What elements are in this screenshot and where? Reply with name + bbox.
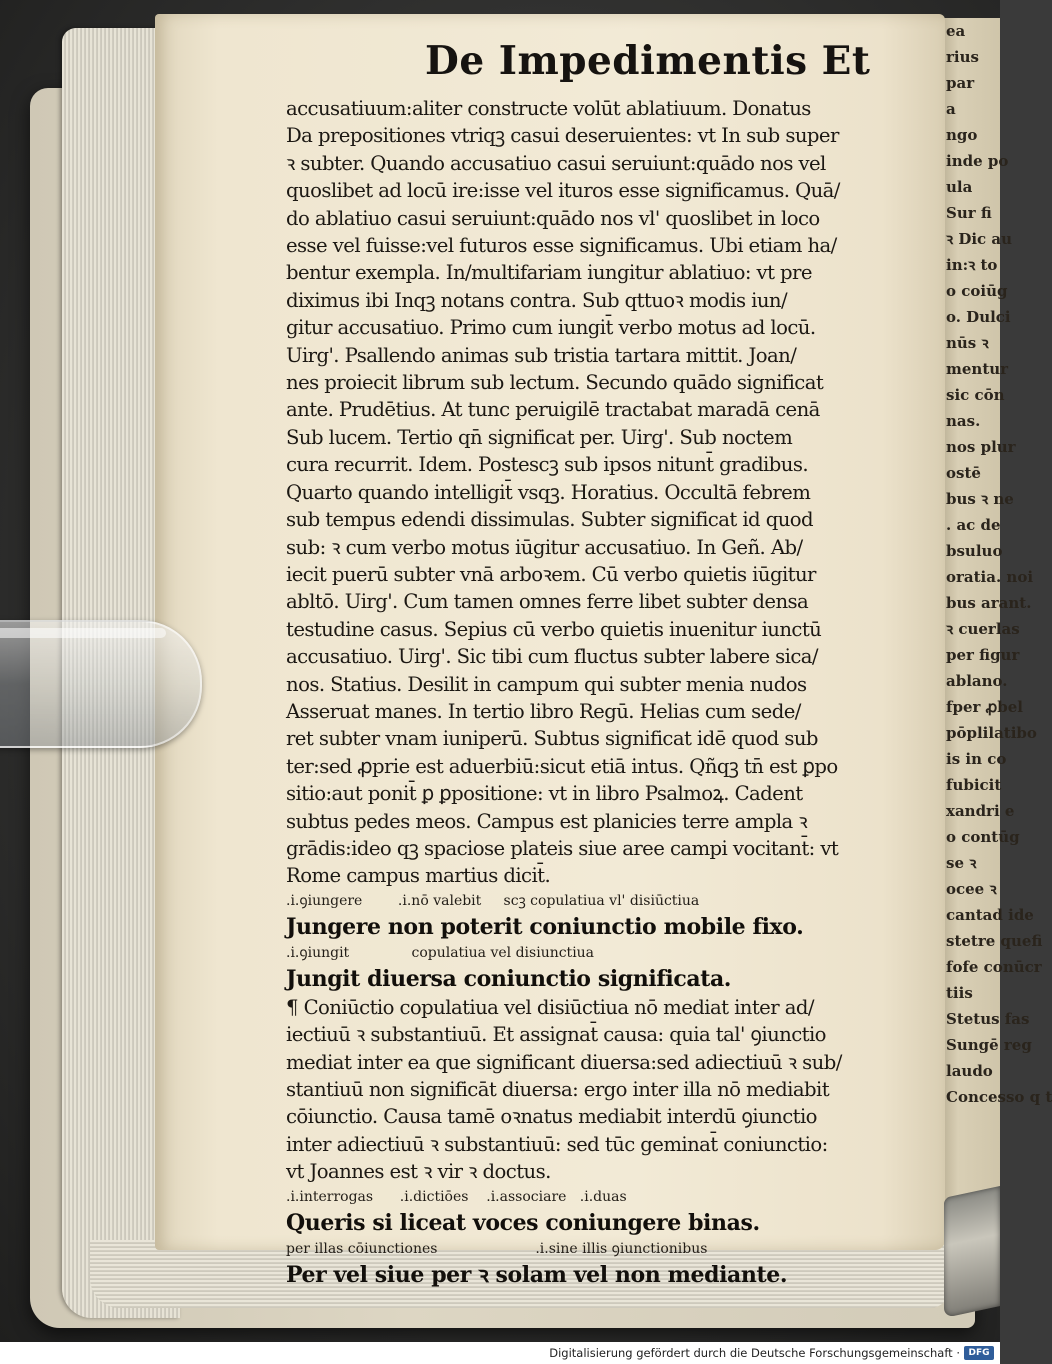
text-line: sitio:aut ponit̄ ꝑ ꝑpositione: vt in libro Psalmoꝝ. Cadent — [286, 781, 803, 806]
funding-notice: Digitalisierung gefördert durch die Deutsche Forschungsgemeinschaft · — [549, 1346, 960, 1360]
text-line: ret subter vnam iuniperū. Subtus significat idē quod sub — [286, 726, 818, 751]
facing-page-line: nos plur — [946, 438, 1016, 456]
text-line: sub tempus edendi dissimulas. Subter significat id quod — [286, 507, 814, 532]
text-line: nes proiecit librum sub lectum. Secundo quādo significat — [286, 370, 824, 395]
facing-page-line: ꝛ Dic au — [946, 230, 1013, 248]
commentary-line: inter adiectiuū ꝛ substantiuū: sed tūc geminat̄ coniunctio: — [286, 1131, 828, 1156]
text-line: grādis:ideo qꝫ spaciose plateis siue aree campi vocitant̄: vt — [286, 835, 839, 860]
text-line: accusatiuo. Uirg'. Sic tibi cum fluctus subter labere sica/ — [286, 644, 818, 669]
facing-page-line: ostē — [946, 464, 981, 482]
facing-page-line: ablano. — [946, 672, 1008, 690]
text-line: Da prepositiones vtriqꝫ casui deseruientes: vt In sub super — [286, 123, 839, 148]
facing-page-line: is in co — [946, 750, 1007, 768]
facing-page-line: tiis — [946, 984, 973, 1002]
commentary-line: iectiuū ꝛ substantiuū. Et assignat̄ causa: quia tal' ꝯiunctio — [286, 1022, 826, 1047]
text-line: esse vel fuisse:vel futuros esse significamus. Ubi etiam ha/ — [286, 233, 837, 258]
text-line: abltō. Uirg'. Cum tamen omnes ferre libet subter densa — [286, 589, 809, 614]
text-line: nos. Statius. Desilit in campum qui subter menia nudos — [286, 671, 807, 696]
facing-page-line: Sur fi — [946, 204, 992, 222]
facing-page-line: xandri e — [946, 802, 1015, 820]
facing-page-line: o contūg — [946, 828, 1020, 846]
dfg-logo: DFG — [964, 1346, 994, 1360]
facing-page-fragment — [940, 18, 1052, 1238]
page-header: De Impedimentis Et — [425, 38, 871, 84]
verse-line: Per vel siue per ꝛ solam vel non mediante. — [286, 1261, 788, 1288]
commentary-line: cōiunctio. Causa tamē oꝛnatus mediabit interdū ꝯiunctio — [286, 1104, 817, 1129]
interlinear-gloss: per illas cōiunctiones .i.sine illis ꝯiunctionibus — [286, 1240, 708, 1257]
facing-page-line: Concesso q t — [946, 1088, 1052, 1106]
text-line: ante. Prudētius. At tunc peruigilē tractabat maradā cenā — [286, 397, 820, 422]
text-line: ꝛ subter. Quando accusatiuo casui seruiunt:quādo nos vel — [286, 150, 826, 175]
facing-page-line: fofe conūcr — [946, 958, 1042, 976]
commentary-line: ¶ Coniūctio copulatiua vel disiūctiua nō mediat inter ad/ — [286, 994, 814, 1019]
facing-page-line: in:ꝛ to — [946, 256, 998, 274]
facing-page-line: bus ꝛ ne — [946, 490, 1014, 508]
text-line: Sub lucem. Tertio qn̄ significat per. Uirg'. Sub noctem — [286, 424, 793, 449]
facing-page-line: ꝛ cuerlas — [946, 620, 1020, 638]
facing-page-line: a — [946, 100, 956, 118]
verse-line: Queris si liceat voces coniungere binas. — [286, 1209, 760, 1236]
facing-page-line: laudo — [946, 1062, 993, 1080]
facing-page-line: o coiūg — [946, 282, 1008, 300]
commentary-line: stantiuū non significāt diuersa: ergo inter illa nō mediabit — [286, 1077, 830, 1101]
facing-page-line: ocee ꝛ — [946, 880, 997, 898]
text-line: Quarto quando intelligit̄ vsqꝫ. Horatius. Occultā febrem — [286, 479, 811, 504]
text-line: do ablatiuo casui seruiunt:quādo nos vl' quoslibet in loco — [286, 205, 820, 230]
facing-page-line: pōplilatibo — [946, 724, 1037, 742]
facing-page-line: fper ꝓbel — [946, 698, 1023, 716]
text-block — [286, 95, 886, 1288]
text-line: Asseruat manes. In tertio libro Regū. Helias cum sede/ — [286, 698, 801, 723]
facing-page-line: Stetus fas — [946, 1010, 1030, 1028]
text-line: quoslibet ad locū ire:isse vel ituros esse significamus. Quā/ — [286, 178, 840, 203]
facing-page-line: par — [946, 74, 975, 92]
text-line: iecit puerū subter vnā arboꝛem. Cū verbo quietis iūgitur — [286, 561, 816, 586]
text-line: ter:sed ꝓprie est aduerbiū:sicut etiā intus. Qñqꝫ tn̄ est ꝑpo — [286, 753, 838, 778]
facing-page-line: rius — [946, 48, 979, 66]
text-line: accusatiuum:aliter constructe volūt ablatiuum. Donatus — [286, 96, 811, 120]
interlinear-gloss: .i.ꝯiungere .i.nō valebit scꝫ copulatiua vl' disiūctiua — [286, 892, 700, 909]
facing-page-line: fubicit — [946, 776, 1002, 794]
facing-page-line: cantad ide — [946, 906, 1034, 924]
commentary-line: mediat inter ea que significant diuersa:sed adiectiuū ꝛ sub/ — [286, 1049, 842, 1074]
facing-page-line: mentur — [946, 360, 1009, 378]
glass-page-holder — [0, 620, 202, 748]
text-line: Uirg'. Psallendo animas sub tristia tartara mittit. Joan/ — [286, 342, 797, 367]
facing-page-line: o. Dulci — [946, 308, 1011, 326]
commentary-line: vt Joannes est ꝛ vir ꝛ doctus. — [286, 1159, 551, 1184]
commentary-text — [286, 994, 886, 1186]
main-text — [286, 95, 886, 890]
facing-page-line: nas. — [946, 412, 981, 430]
footer-bar — [0, 1342, 1000, 1364]
text-line: testudine casus. Sepius cū verbo quietis inuenitur iunctū — [286, 616, 822, 641]
facing-page-line: stetre quefi — [946, 932, 1043, 950]
interlinear-gloss: .i.ꝯiungit copulatiua vel disiunctiua — [286, 944, 595, 961]
verse-line: Jungere non poterit coniunctio mobile fixo. — [286, 913, 804, 940]
facing-page-line: bus arant. — [946, 594, 1032, 612]
facing-page-line: ula — [946, 178, 973, 196]
text-line: sub: ꝛ cum verbo motus iūgitur accusatiuo. In Geñ. Ab/ — [286, 534, 803, 559]
facing-page-line: ea — [946, 22, 966, 40]
text-line: gitur accusatiuo. Primo cum iungit̄ verbo motus ad locū. — [286, 315, 816, 340]
text-line: bentur exempla. In/multifariam iungitur ablatiuo: vt pre — [286, 260, 812, 285]
facing-page-line: nūs ꝛ — [946, 334, 989, 352]
text-line: diximus ibi Inqꝫ notans contra. Sub qttuoꝛ modis iun/ — [286, 287, 788, 312]
facing-page-line: . ac de — [946, 516, 1001, 534]
book-clasp — [944, 1186, 1000, 1318]
text-line: cura recurrit. Idem. Postescꝫ sub ipsos nitunt̄ gradibus. — [286, 452, 809, 477]
interlinear-gloss: .i.interrogas .i.dictiōes .i.associare .i.duas — [286, 1188, 627, 1205]
facing-page-line: per figur — [946, 646, 1020, 664]
facing-page-line: oratia. noi — [946, 568, 1034, 586]
facing-page-line: bsuluo — [946, 542, 1003, 560]
facing-page-line: inde po — [946, 152, 1009, 170]
facing-page-line: Sungē reg — [946, 1036, 1032, 1054]
verse-line: Jungit diuersa coniunctio significata. — [286, 965, 732, 992]
facing-page-line: sic cōn — [946, 386, 1005, 404]
text-line: Rome campus martius dicit̄. — [286, 863, 551, 888]
text-line: subtus pedes meos. Campus est planicies terre ampla ꝛ — [286, 808, 808, 833]
facing-page-line: se ꝛ — [946, 854, 977, 872]
facing-page-line: ngo — [946, 126, 978, 144]
